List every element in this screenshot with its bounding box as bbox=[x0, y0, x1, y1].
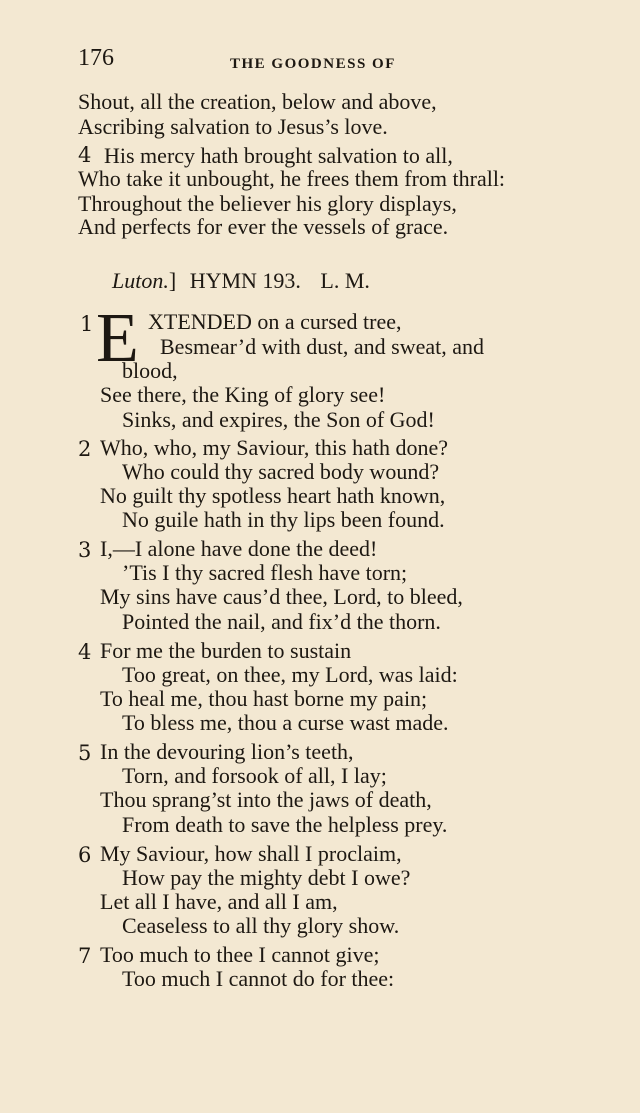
stanza-number: 4 bbox=[78, 640, 92, 664]
verse-line: For me the burden to sustain bbox=[100, 638, 352, 663]
heading-bracket: ] bbox=[168, 268, 177, 293]
verse-line: Shout, all the creation, below and above, bbox=[78, 89, 437, 114]
verse-line: No guile hath in thy lips been found. bbox=[122, 507, 445, 532]
verse-line: Too much I cannot do for thee: bbox=[122, 966, 395, 991]
verse-line: My Saviour, how shall I proclaim, bbox=[100, 841, 402, 866]
stanza-number: 4 bbox=[78, 143, 92, 167]
tune-name: Luton. bbox=[112, 268, 169, 293]
verse-line: Who take it unbought, he frees them from thrall: bbox=[78, 166, 506, 191]
running-head bbox=[78, 45, 588, 75]
verse-line: Who could thy sacred body wound? bbox=[122, 459, 440, 484]
verse-line: Let all I have, and all I am, bbox=[100, 889, 338, 914]
verse-line: Ascribing salvation to Jesus’s love. bbox=[78, 114, 388, 139]
verse-line: How pay the mighty debt I owe? bbox=[122, 865, 411, 890]
stanza-number: 5 bbox=[78, 741, 92, 765]
verse-line: To bless me, thou a curse wast made. bbox=[122, 710, 449, 735]
verse-line: I,—I alone have done the deed! bbox=[100, 536, 378, 561]
verse-line: Pointed the nail, and fix’d the thorn. bbox=[122, 609, 441, 634]
verse-line: To heal me, thou hast borne my pain; bbox=[100, 686, 428, 711]
stanza-number: 7 bbox=[78, 944, 92, 968]
verse-line: ’Tis I thy sacred flesh have torn; bbox=[122, 560, 408, 585]
running-title: THE GOODNESS OF bbox=[230, 56, 396, 72]
verse-line: Torn, and forsook of all, I lay; bbox=[122, 763, 387, 788]
verse-line: From death to save the helpless prey. bbox=[122, 812, 448, 837]
verse-line: No guilt thy spotless heart hath known, bbox=[100, 483, 446, 508]
hymn-number: HYMN 193. bbox=[189, 268, 301, 293]
verse-line: XTENDED on a cursed tree, bbox=[148, 309, 402, 334]
verse-line: My sins have caus’d thee, Lord, to bleed, bbox=[100, 584, 463, 609]
stanza-number: 6 bbox=[78, 843, 92, 867]
hymn-heading bbox=[112, 268, 370, 294]
verse-line: Throughout the believer his glory displays, bbox=[78, 191, 457, 216]
verse-line: And perfects for ever the vessels of grace. bbox=[78, 214, 449, 239]
stanza-number: 1 bbox=[80, 312, 94, 336]
verse-line: His mercy hath brought salvation to all, bbox=[104, 143, 453, 168]
verse-line: Who, who, my Saviour, this hath done? bbox=[100, 435, 449, 460]
stanza-number: 3 bbox=[78, 538, 92, 562]
drop-cap: E bbox=[96, 300, 139, 377]
verse-line: Thou sprang’st into the jaws of death, bbox=[100, 787, 432, 812]
verse-line: See there, the King of glory see! bbox=[100, 382, 386, 407]
verse-line: blood, bbox=[122, 358, 178, 383]
page-number: 176 bbox=[78, 45, 114, 71]
stanza-number: 2 bbox=[78, 437, 92, 461]
hymn-meter: L. M. bbox=[320, 268, 370, 293]
verse-line: Too much to thee I cannot give; bbox=[100, 942, 380, 967]
verse-line: Too great, on thee, my Lord, was laid: bbox=[122, 662, 458, 687]
verse-line: Besmear’d with dust, and sweat, and bbox=[160, 334, 485, 359]
verse-line: Sinks, and expires, the Son of God! bbox=[122, 407, 435, 432]
verse-line: Ceaseless to all thy glory show. bbox=[122, 913, 400, 938]
verse-line: In the devouring lion’s teeth, bbox=[100, 739, 354, 764]
